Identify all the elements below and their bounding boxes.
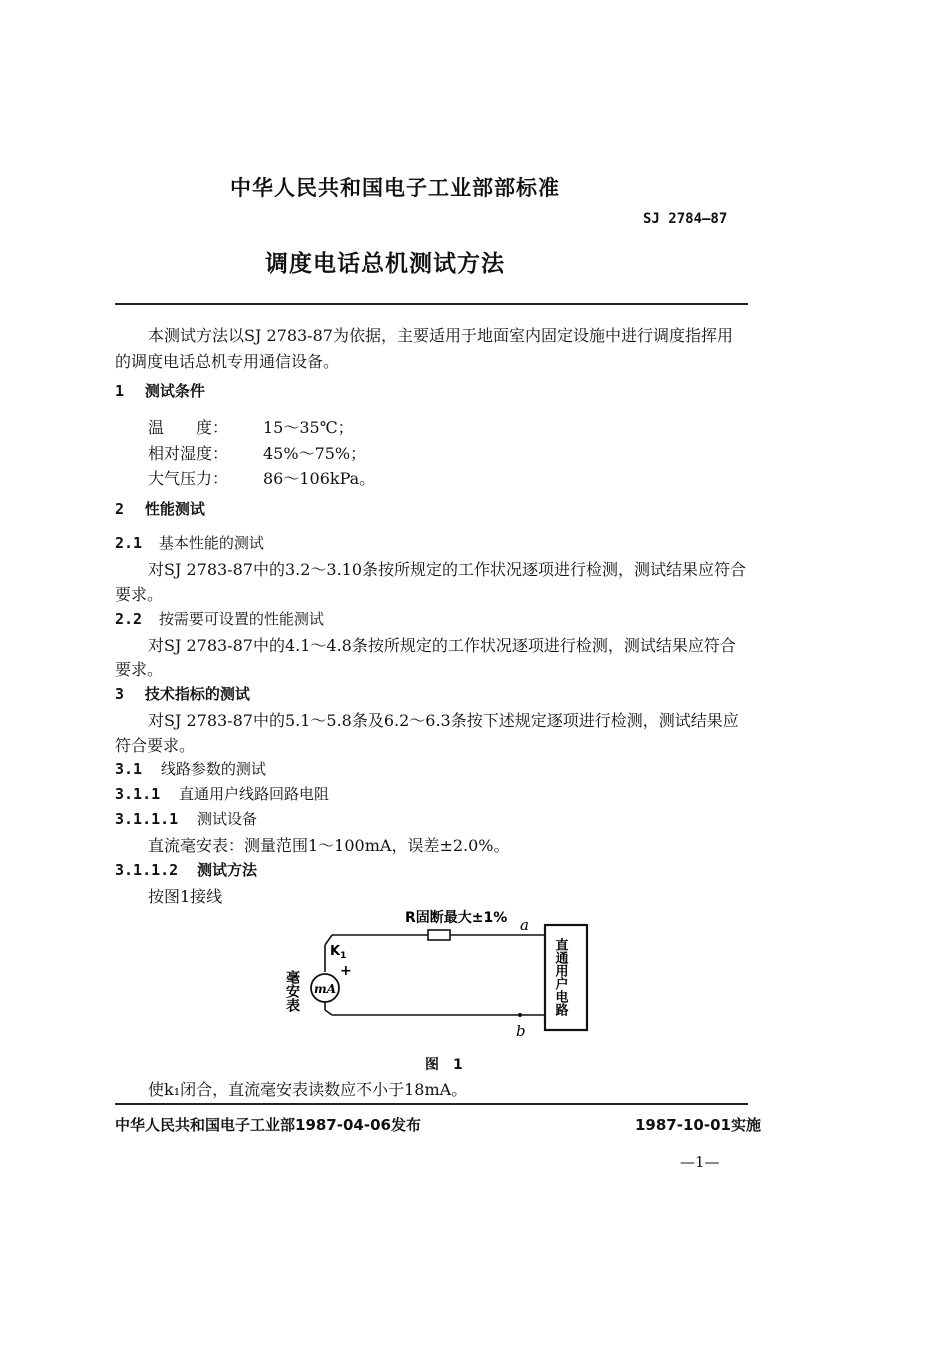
org-standard-header: 中华人民共和国电子工业部部标准 (230, 176, 560, 200)
condition-label: 温 度： (148, 418, 229, 437)
condition-value: 45%～75%； (263, 444, 367, 463)
subsection-number: 3.1.1.1 (115, 810, 179, 828)
switch-k1-label (330, 944, 346, 961)
switch-k-subscript: 1 (340, 951, 347, 961)
subsection-3-1-1-heading (115, 783, 329, 804)
paragraph-line: 对SJ 2783-87中的4.1～4.8条按所规定的工作状况逐项进行检测，测试结果应符合 (148, 636, 736, 655)
subsection-3-1-heading (115, 758, 266, 779)
footer-issued: 中华人民共和国电子工业部1987-04-06发布 (115, 1116, 421, 1134)
subsection-title: 按需要可设置的性能测试 (158, 610, 324, 628)
paragraph-line: 要求。 (115, 660, 164, 679)
section-number: 2 (115, 500, 125, 518)
condition-label: 相对湿度： (148, 444, 229, 463)
subsection-title: 测试设备 (197, 810, 258, 828)
intro-line-2: 的调度电话总机专用通信设备。 (115, 352, 340, 371)
subsection-2-2-heading (115, 608, 324, 629)
footer-effective: 1987-10-01实施 (635, 1116, 761, 1134)
page-number: —1— (680, 1153, 720, 1171)
paragraph-line: 按图1接线 (148, 887, 223, 906)
subsection-number: 3.1.1 (115, 785, 161, 803)
subsection-title: 测试方法 (197, 861, 258, 879)
figure-1-circuit-diagram (270, 900, 610, 1040)
section-title: 测试条件 (144, 382, 205, 400)
paragraph-line: 直流毫安表：测量范围1～100mA，误差±2.0%。 (148, 836, 510, 855)
section-title: 技术指标的测试 (144, 685, 250, 703)
subsection-3-1-1-1-heading (115, 808, 257, 829)
node-b-dot (518, 1013, 522, 1017)
condition-value: 86～106kPa。 (263, 469, 376, 488)
subsection-3-1-1-2-heading (115, 859, 257, 880)
subsection-title: 直通用户线路回路电阻 (178, 785, 329, 803)
subscriber-circuit-label: 直通用户电路 (552, 938, 568, 1016)
condition-value: 15～35℃； (263, 418, 354, 437)
resistor-symbol (428, 930, 450, 940)
node-a-label: a (520, 916, 529, 934)
resistor-label: R固断最大±1% (405, 910, 508, 926)
meter-vertical-label: 毫安表 (284, 970, 300, 1012)
paragraph-line: 符合要求。 (115, 736, 196, 755)
subsection-2-1-heading (115, 532, 264, 553)
paragraph-line: 使k₁闭合，直流毫安表读数应不小于18mA。 (148, 1080, 468, 1099)
paragraph-line: 对SJ 2783-87中的5.1～5.8条及6.2～6.3条按下述规定逐项进行检测，测试结果应 (148, 711, 739, 730)
paragraph-line: 要求。 (115, 585, 164, 604)
section-2-heading (115, 498, 205, 519)
left-corner-wire (325, 1010, 332, 1015)
subsection-number: 2.1 (115, 534, 143, 552)
figure-caption: 图 1 (425, 1057, 463, 1073)
plus-terminal: + (340, 963, 352, 979)
top-divider (115, 303, 748, 305)
section-1-heading (115, 380, 205, 401)
section-title: 性能测试 (144, 500, 205, 518)
paragraph-line: 对SJ 2783-87中的3.2～3.10条按所规定的工作状况逐项进行检测，测试结果应符合 (148, 560, 747, 579)
subsection-title: 线路参数的测试 (160, 760, 266, 778)
meter-unit-label: mA (314, 982, 337, 996)
switch-k-letter: K (330, 944, 341, 959)
section-number: 3 (115, 685, 125, 703)
condition-label: 大气压力： (148, 469, 229, 488)
section-3-heading (115, 683, 250, 704)
subsection-number: 3.1.1.2 (115, 861, 179, 879)
standard-code: SJ 2784—87 (643, 211, 728, 227)
document-title: 调度电话总机测试方法 (265, 251, 505, 277)
subsection-title: 基本性能的测试 (158, 534, 264, 552)
section-number: 1 (115, 382, 125, 400)
bottom-divider (115, 1103, 748, 1105)
subsection-number: 2.2 (115, 610, 143, 628)
node-b-label: b (516, 1022, 526, 1040)
intro-line-1: 本测试方法以SJ 2783-87为依据，主要适用于地面室内固定设施中进行调度指挥用 (148, 326, 733, 345)
subsection-number: 3.1 (115, 760, 143, 778)
